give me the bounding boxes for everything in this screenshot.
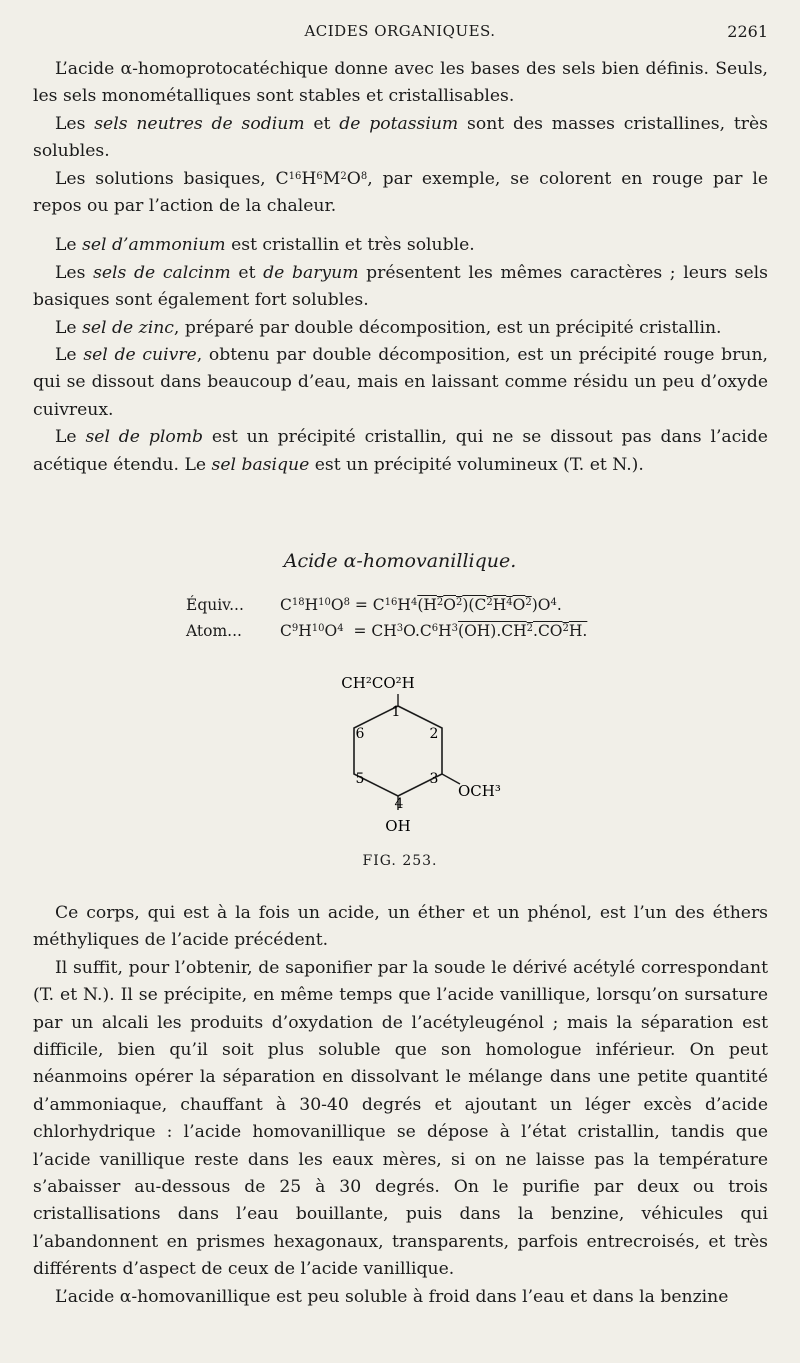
paragraph: Il suffit, pour l’obtenir, de saponifier par la soude le dérivé acétylé correspondant (T. et N.). Il se précipite, en même temps que l’acide vanillique, lorsqu’on sursature par un alcali les produits d’oxydation de l’acétyleugénol ; mais la séparation est difficile, bien qu’il soit plus soluble que son homologue inférieur. On peut néanmoins opérer la séparation en dissolvant le mélange dans une petite quantité d’ammoniaque, chauffant à 30-40 degrés et ajoutant un léger excès d’acide chlorhydrique : l’acide homovanillique se dépose à l’état cristallin, tandis que l’acide vanillique reste dans les eaux mères, si on ne laisse pas la température s’abaisser au-dessous de 25 à 30 degrés. On le purifie par deux ou trois cristallisations dans l’eau bouillante, puis dans la benzine, véhicules qui l’abandonnent en prismes hexagonaux, transparents, parfois entrecroisés, et très différents d’aspect de ceux de l’acide vanillique.	[33, 957, 768, 1280]
formula-atom: Atom... $C^9H^{10}O^4 = CH^3O.C^6H^3(OH).CH^2.CO^2H$.	[186, 622, 588, 640]
formula-equiv: Équiv... $C^{18}H^{10}O^8 = C^{16}H^4(H^2O^2)(C^2H^4O^2)O^4$.	[186, 596, 562, 614]
position-6: 6	[355, 726, 365, 742]
figure-caption: FIG. 253.	[362, 853, 438, 869]
section-heading: Acide α-homovanillique.	[283, 550, 517, 572]
paragraph: Les solutions basiques, $C^{16}H^6M^2O^8$, par exemple, se colorent en rouge par le repos ou par l’action de la chaleur.	[33, 168, 769, 217]
formula-label: Atom...	[186, 622, 242, 640]
substituent-right: OCH³	[458, 782, 501, 800]
section-homovanillic	[33, 900, 768, 1311]
position-2: 2	[429, 726, 439, 742]
page-header	[0, 22, 800, 46]
paragraph: Le sel de cuivre, obtenu par double décomposition, est un précipité rouge brun, qui se dissout dans beaucoup d’eau, mais en laissant comme résidu un peu d’oxyde cuivreux.	[33, 345, 768, 420]
benzene-ring-figure	[290, 668, 520, 843]
paragraph: L’acide α-homovanillique est peu soluble à froid dans l’eau et dans la benzine	[55, 1286, 729, 1307]
paragraph: Le sel de plomb est un précipité cristallin, qui ne se dissout pas dans l’acide acétique étendu. Le sel basique est un précipité volumineux (T. et N.).	[33, 427, 768, 475]
formula-label: Équiv...	[186, 596, 244, 614]
position-5: 5	[355, 771, 365, 787]
position-3: 3	[429, 771, 439, 787]
page-number: 2261	[727, 22, 768, 41]
paragraph: Le sel d’ammonium est cristallin et très soluble.	[55, 235, 475, 256]
paragraph: Les sels neutres de sodium et de potassium sont des masses cristallines, très solubles.	[33, 113, 768, 162]
substituent-top: CH²CO²H	[341, 674, 415, 692]
running-title: ACIDES ORGANIQUES.	[304, 22, 496, 40]
position-4: 4	[394, 796, 404, 812]
paragraph: Les sels de calcinm et de baryum présentent les mêmes caractères ; leurs sels basiques sont également fort solubles.	[33, 262, 768, 311]
paragraph: L’acide α-homoprotocatéchique donne avec les bases des sels bien définis. Seuls, les sels monométalliques sont stables et cristallisables.	[33, 59, 768, 107]
paragraph: Ce corps, qui est à la fois un acide, un éther et un phénol, est l’un des éthers méthyliques de l’acide précédent.	[33, 903, 768, 951]
paragraph: Le sel de zinc, préparé par double décomposition, est un précipité cristallin.	[55, 317, 722, 338]
substituent-bottom: OH	[385, 817, 411, 835]
position-1: 1	[391, 704, 401, 720]
section-salts	[33, 56, 768, 479]
